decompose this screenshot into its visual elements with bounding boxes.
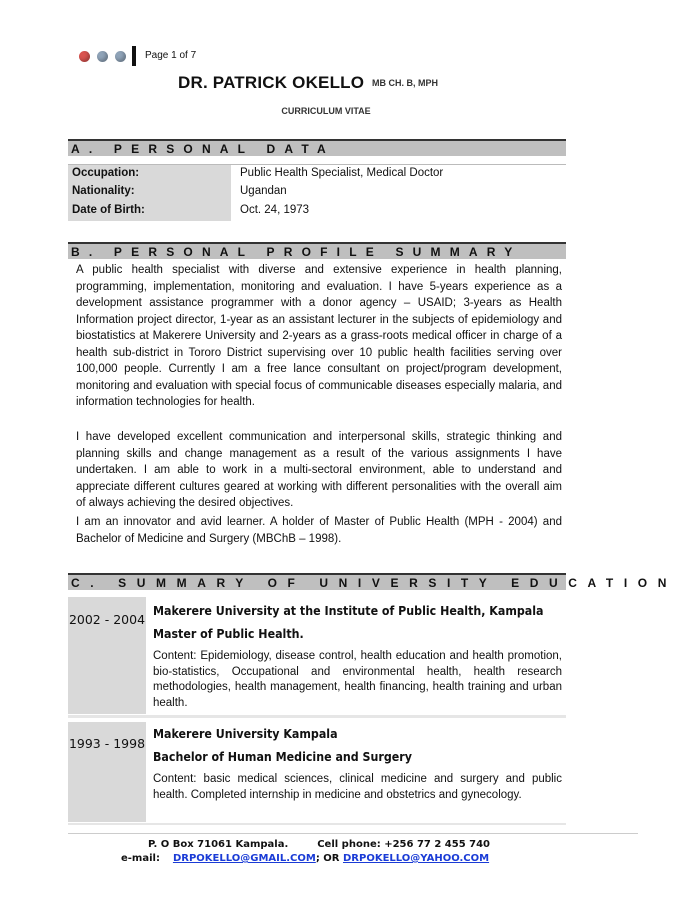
footer-divider [68, 833, 638, 834]
section-header-education: C. SUMMARY OF UNIVERSITY EDUCATION [68, 573, 566, 590]
footer-or-text: ; OR [315, 853, 340, 864]
profile-paragraph-3: I am an innovator and avid learner. A holder of Master of Public Health (MPH - 2004) and Bachelor of Medicine and Surgery (MBChB – 1998). [76, 516, 562, 545]
education-institution: Makerere University Kampala [153, 727, 338, 741]
credentials: MB CH. B, MPH [372, 78, 438, 88]
person-name: DR. PATRICK OKELLO [178, 73, 365, 92]
education-years: 1993 - 1998 [68, 736, 146, 751]
gray-dot-icon [97, 51, 108, 62]
occupation-label: Occupation: [72, 167, 140, 179]
footer-email-line [121, 853, 489, 864]
footer-phone: Cell phone: +256 77 2 455 740 [317, 839, 491, 850]
gray-dot-icon [115, 51, 126, 62]
nationality-label: Nationality: [72, 185, 135, 197]
education-content: Content: Epidemiology, disease control, health education and health promotion, bio-statistics, Occupational and environmental health, health research methodologies, health management, health financing, health training and urban health. [153, 650, 562, 709]
section-header-personal-data: A. PERSONAL DATA [68, 139, 566, 156]
profile-paragraph-2: I have developed excellent communication and interpersonal skills, strategic thinking and planning skills and change management as a result of the various assignments I have undertaken. I am able to work in a multi-sectoral environment, able to understand and appreciate different cultures geared at working with different personalities with the overall aim of always achieving the desired objectives. [76, 431, 562, 509]
profile-paragraph-1: A public health specialist with diverse and extensive experience in health planning, programming, implementation, monitoring and evaluation. I have 5-years experience as a development assistance programmer with a donor agency – USAID; 3-years as Health Information project director, 1-year as an assistant lecturer in the subjects of epidemiology and biostatistics at Makerere University and 2-years as a grass-roots medical officer in charge of a health sub-district in Tororo District supervising over 10 public health facilities serving over 100,000 people. Currently I am a free lance consultant on project/program development, monitoring and evaluation with special focus of communicable diseases especially malaria, and information technologies for health. [76, 264, 562, 408]
footer-address: P. O Box 71061 Kampala. [148, 839, 289, 850]
email-link-gmail[interactable]: DRPOKELLO@GMAIL.COM [172, 853, 316, 864]
page-label: Page 1 of 7 [145, 50, 197, 61]
education-degree: Master of Public Health. [153, 627, 304, 641]
dob-label: Date of Birth: [72, 204, 145, 216]
nationality-value: Ugandan [240, 185, 287, 197]
red-dot-icon [79, 51, 90, 62]
divider [68, 164, 566, 165]
footer-email-label: e-mail: [121, 853, 160, 864]
education-content: Content: basic medical sciences, clinical medicine and surgery and public health. Completed internship in medicine and obstetrics and gynecology. [153, 773, 562, 801]
education-degree: Bachelor of Human Medicine and Surgery [153, 750, 412, 764]
divider [68, 715, 566, 718]
education-institution: Makerere University at the Institute of Public Health, Kampala [153, 604, 544, 618]
email-link-yahoo[interactable]: DRPOKELLO@YAHOO.COM [343, 853, 490, 864]
document-title: CURRICULUM VITAE [281, 106, 371, 116]
education-years: 2002 - 2004 [68, 612, 146, 627]
divider [68, 823, 566, 825]
dob-value: Oct. 24, 1973 [240, 204, 310, 216]
footer-contact-line [148, 839, 490, 850]
page-marker-bar [132, 46, 136, 66]
section-header-profile-summary: B. PERSONAL PROFILE SUMMARY [68, 242, 566, 259]
occupation-value: Public Health Specialist, Medical Doctor [240, 167, 444, 179]
